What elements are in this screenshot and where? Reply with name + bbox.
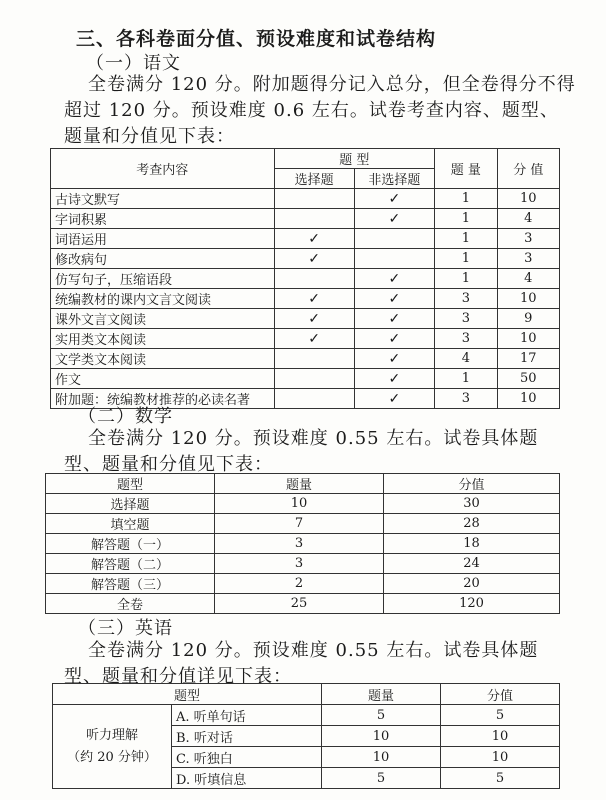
table-row bbox=[46, 514, 560, 534]
row-score: 10 bbox=[497, 189, 559, 209]
row-count: 5 bbox=[322, 768, 441, 789]
table-row bbox=[46, 494, 560, 514]
row-score: 3 bbox=[497, 229, 559, 249]
row-choice-check bbox=[274, 389, 354, 409]
row-score: 3 bbox=[497, 249, 559, 269]
group-label-line-2: （约 20 分钟） bbox=[67, 749, 157, 765]
row-score: 24 bbox=[384, 554, 560, 574]
row-type: 选择题 bbox=[46, 494, 215, 514]
english-header-type: 题型 bbox=[53, 684, 322, 705]
row-choice-check: ✓ bbox=[274, 309, 354, 329]
listening-group-label bbox=[53, 705, 172, 789]
row-choice-check bbox=[274, 209, 354, 229]
group-label-line-1: 听力理解 bbox=[85, 727, 138, 743]
row-score: 18 bbox=[384, 534, 560, 554]
row-content: 附加题：统编教材推荐的必读名著 bbox=[51, 389, 275, 409]
row-choice-check bbox=[274, 269, 354, 289]
row-choice-check bbox=[274, 189, 354, 209]
table-row bbox=[51, 229, 560, 249]
row-type: 解答题（三） bbox=[46, 574, 215, 594]
row-score: 4 bbox=[497, 269, 559, 289]
row-content: 仿写句子，压缩语段 bbox=[51, 269, 275, 289]
row-count: 7 bbox=[215, 514, 384, 534]
row-count: 1 bbox=[435, 229, 497, 249]
row-choice-check: ✓ bbox=[274, 329, 354, 349]
row-type: 解答题（一） bbox=[46, 534, 215, 554]
row-choice-check bbox=[274, 349, 354, 369]
row-count: 3 bbox=[435, 389, 497, 409]
row-count: 3 bbox=[215, 534, 384, 554]
row-count: 10 bbox=[322, 747, 441, 768]
row-nonchoice-check bbox=[354, 249, 435, 269]
row-count: 1 bbox=[435, 249, 497, 269]
table-row bbox=[51, 329, 560, 349]
row-score: 17 bbox=[497, 349, 559, 369]
row-count: 10 bbox=[215, 494, 384, 514]
row-content: 作文 bbox=[51, 369, 275, 389]
table-row bbox=[51, 189, 560, 209]
row-score: 10 bbox=[497, 329, 559, 349]
row-count: 1 bbox=[435, 189, 497, 209]
row-score: 10 bbox=[497, 289, 559, 309]
row-score: 9 bbox=[497, 309, 559, 329]
row-nonchoice-check: ✓ bbox=[354, 369, 435, 389]
english-heading: （三）英语 bbox=[78, 618, 173, 639]
table-row bbox=[46, 534, 560, 554]
row-score: 10 bbox=[497, 389, 559, 409]
row-nonchoice-check: ✓ bbox=[354, 289, 435, 309]
row-nonchoice-check: ✓ bbox=[354, 309, 435, 329]
header-choice: 选择题 bbox=[274, 169, 354, 189]
row-score: 10 bbox=[441, 726, 560, 747]
row-score: 5 bbox=[441, 705, 560, 726]
table-row bbox=[53, 705, 560, 726]
row-content: 课外文言文阅读 bbox=[51, 309, 275, 329]
english-paragraph-text: 全卷满分 120 分。预设难度 0.55 左右。试卷具体题型、题量和分值详见下表： bbox=[64, 640, 539, 687]
row-count: 5 bbox=[322, 705, 441, 726]
row-item: D. 听填信息 bbox=[172, 768, 322, 789]
section-title: 三、各科卷面分值、预设难度和试卷结构 bbox=[76, 28, 437, 50]
row-count: 4 bbox=[435, 349, 497, 369]
chinese-paragraph bbox=[64, 72, 576, 150]
row-nonchoice-check: ✓ bbox=[354, 389, 435, 409]
row-type: 全卷 bbox=[46, 594, 215, 614]
english-header-count: 题量 bbox=[322, 684, 441, 705]
header-score: 分 值 bbox=[497, 149, 559, 189]
table-row bbox=[46, 594, 560, 614]
row-nonchoice-check: ✓ bbox=[354, 329, 435, 349]
math-paragraph bbox=[64, 426, 576, 478]
row-nonchoice-check: ✓ bbox=[354, 349, 435, 369]
row-content: 字词积累 bbox=[51, 209, 275, 229]
row-type: 填空题 bbox=[46, 514, 215, 534]
row-count: 3 bbox=[435, 289, 497, 309]
row-content: 文学类文本阅读 bbox=[51, 349, 275, 369]
header-nonchoice: 非选择题 bbox=[354, 169, 435, 189]
math-structure-table bbox=[45, 473, 560, 614]
table-row bbox=[51, 309, 560, 329]
table-row bbox=[51, 209, 560, 229]
row-item: A. 听单句话 bbox=[172, 705, 322, 726]
row-nonchoice-check bbox=[354, 229, 435, 249]
math-header-count: 题量 bbox=[215, 474, 384, 494]
chinese-paragraph-text: 全卷满分 120 分。附加题得分记入总分，但全卷得分不得超过 120 分。预设难度 0.6 左右。试卷考查内容、题型、题量和分值见下表： bbox=[64, 74, 576, 147]
table-row bbox=[46, 574, 560, 594]
row-score: 20 bbox=[384, 574, 560, 594]
row-count: 10 bbox=[322, 726, 441, 747]
row-item: C. 听独白 bbox=[172, 747, 322, 768]
table-row bbox=[51, 289, 560, 309]
row-choice-check: ✓ bbox=[274, 289, 354, 309]
table-row bbox=[51, 349, 560, 369]
table-row bbox=[46, 554, 560, 574]
chinese-heading: （一）语文 bbox=[86, 53, 181, 74]
row-content: 统编教材的课内文言文阅读 bbox=[51, 289, 275, 309]
row-content: 古诗文默写 bbox=[51, 189, 275, 209]
row-content: 词语运用 bbox=[51, 229, 275, 249]
table-row bbox=[51, 369, 560, 389]
row-nonchoice-check: ✓ bbox=[354, 269, 435, 289]
row-score: 120 bbox=[384, 594, 560, 614]
math-header-type: 题型 bbox=[46, 474, 215, 494]
row-content: 修改病句 bbox=[51, 249, 275, 269]
row-count: 25 bbox=[215, 594, 384, 614]
math-heading: （二）数学 bbox=[78, 406, 173, 427]
english-structure-table bbox=[52, 683, 560, 789]
row-nonchoice-check: ✓ bbox=[354, 209, 435, 229]
row-count: 3 bbox=[435, 329, 497, 349]
english-header-score: 分值 bbox=[441, 684, 560, 705]
row-count: 1 bbox=[435, 269, 497, 289]
math-header-score: 分值 bbox=[384, 474, 560, 494]
header-count: 题 量 bbox=[435, 149, 497, 189]
header-content: 考查内容 bbox=[51, 149, 275, 189]
row-nonchoice-check: ✓ bbox=[354, 189, 435, 209]
chinese-structure-table bbox=[50, 148, 560, 409]
row-score: 30 bbox=[384, 494, 560, 514]
row-content: 实用类文本阅读 bbox=[51, 329, 275, 349]
row-count: 2 bbox=[215, 574, 384, 594]
row-score: 50 bbox=[497, 369, 559, 389]
row-score: 5 bbox=[441, 768, 560, 789]
row-choice-check: ✓ bbox=[274, 229, 354, 249]
row-count: 3 bbox=[435, 309, 497, 329]
row-count: 1 bbox=[435, 369, 497, 389]
row-count: 1 bbox=[435, 209, 497, 229]
row-score: 28 bbox=[384, 514, 560, 534]
row-item: B. 听对话 bbox=[172, 726, 322, 747]
row-score: 4 bbox=[497, 209, 559, 229]
row-type: 解答题（二） bbox=[46, 554, 215, 574]
math-paragraph-text: 全卷满分 120 分。预设难度 0.55 左右。试卷具体题型、题量和分值见下表： bbox=[64, 428, 539, 475]
row-score: 10 bbox=[441, 747, 560, 768]
table-row bbox=[51, 269, 560, 289]
row-choice-check bbox=[274, 369, 354, 389]
table-row bbox=[51, 249, 560, 269]
row-choice-check: ✓ bbox=[274, 249, 354, 269]
header-type: 题 型 bbox=[274, 149, 435, 169]
row-count: 3 bbox=[215, 554, 384, 574]
